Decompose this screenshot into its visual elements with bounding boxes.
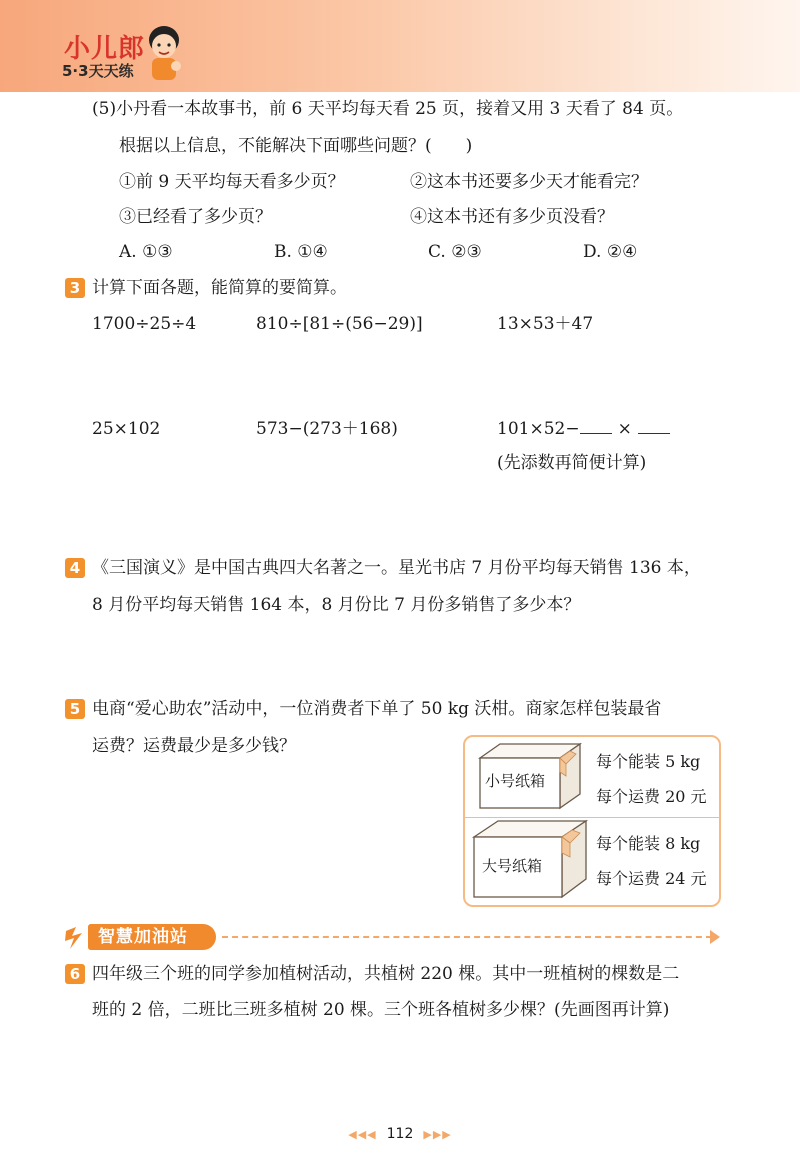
q3-expr-4: 25×102 bbox=[92, 419, 161, 439]
fill-blank-1[interactable] bbox=[580, 420, 612, 434]
q4-text-line2: 8 月份平均每天销售 164 本，8 月份比 7 月份多销售了多少本？ bbox=[92, 595, 581, 615]
large-box-capacity: 每个能装 8 kg bbox=[596, 834, 701, 853]
q5-choice-c: C. ②③ bbox=[428, 242, 482, 262]
q6-text-line1: 四年级三个班的同学参加植树活动，共植树 220 棵。其中一班植树的棵数是二 bbox=[92, 964, 680, 984]
section-banner bbox=[62, 921, 222, 953]
q3-expr-5: 573−(273＋168) bbox=[256, 419, 398, 439]
q3-title: 计算下面各题，能简算的要简算。 bbox=[92, 278, 347, 298]
q5-option-4: ④这本书还有多少页没看？ bbox=[410, 207, 614, 227]
prev-arrows-icon: ◀◀◀ bbox=[348, 1128, 377, 1141]
q6-text-line2: 班的 2 倍，二班比三班多植树 20 棵。三个班各植树多少棵？(先画图再计算) bbox=[92, 1000, 670, 1020]
banner-arrow-icon bbox=[710, 930, 720, 944]
q5-text-line1: (5)小丹看一本故事书，前 6 天平均每天看 25 页，接着又用 3 天看了 84 页。 bbox=[92, 99, 684, 119]
q3-expr-2: 810÷[81÷(56−29)] bbox=[256, 314, 423, 334]
page-number: 112 bbox=[386, 1126, 414, 1142]
q5-choice-a: A. ①③ bbox=[119, 242, 173, 262]
question-number-3: 3 bbox=[65, 278, 85, 298]
q3-expr-6-times: × bbox=[617, 419, 632, 439]
q5-text-line2: 根据以上信息，不能解决下面哪些问题？( ) bbox=[119, 136, 473, 156]
q3-expr-6-prefix: 101×52− bbox=[497, 419, 580, 439]
small-box-capacity: 每个能装 5 kg bbox=[596, 752, 701, 771]
q5-option-3: ③已经看了多少页？ bbox=[119, 207, 272, 227]
q3-expr-1: 1700÷25÷4 bbox=[92, 314, 197, 334]
q3-expr-6-note: (先添数再简便计算) bbox=[497, 453, 647, 473]
q5-choice-b: B. ①④ bbox=[274, 242, 328, 262]
banner-title: 智慧加油站 bbox=[88, 924, 216, 950]
small-box-fee: 每个运费 20 元 bbox=[596, 787, 707, 806]
large-box-label: 大号纸箱 bbox=[482, 857, 543, 875]
q4-text-line1: 《三国演义》是中国古典四大名著之一。星光书店 7 月份平均每天销售 136 本， bbox=[92, 558, 701, 578]
logo-subtitle: 5·3天天练 bbox=[62, 62, 134, 80]
small-box-label: 小号纸箱 bbox=[485, 772, 546, 790]
logo-title: 小儿郎 bbox=[64, 34, 146, 64]
mascot-boy-icon bbox=[140, 22, 188, 84]
banner-dashed-line bbox=[222, 936, 712, 938]
question-number-4: 4 bbox=[65, 558, 85, 578]
q5-choice-d: D. ②④ bbox=[583, 242, 638, 262]
next-arrows-icon: ▶▶▶ bbox=[423, 1128, 452, 1141]
large-box-fee: 每个运费 24 元 bbox=[596, 869, 707, 888]
q5-option-1: ①前 9 天平均每天看多少页？ bbox=[119, 172, 345, 192]
q5-option-2: ②这本书还要多少天才能看完？ bbox=[410, 172, 648, 192]
q3-expr-3: 13×53＋47 bbox=[497, 314, 594, 334]
question-number-6: 6 bbox=[65, 964, 85, 984]
q5b-text-line2: 运费？运费最少是多少钱？ bbox=[92, 736, 296, 756]
q3-expr-6 bbox=[497, 419, 670, 439]
q5b-text-line1: 电商“爱心助农”活动中，一位消费者下单了 50 kg 沃柑。商家怎样包装最省 bbox=[92, 699, 662, 719]
question-number-5: 5 bbox=[65, 699, 85, 719]
page-footer bbox=[0, 1126, 800, 1142]
fill-blank-2[interactable] bbox=[638, 420, 670, 434]
